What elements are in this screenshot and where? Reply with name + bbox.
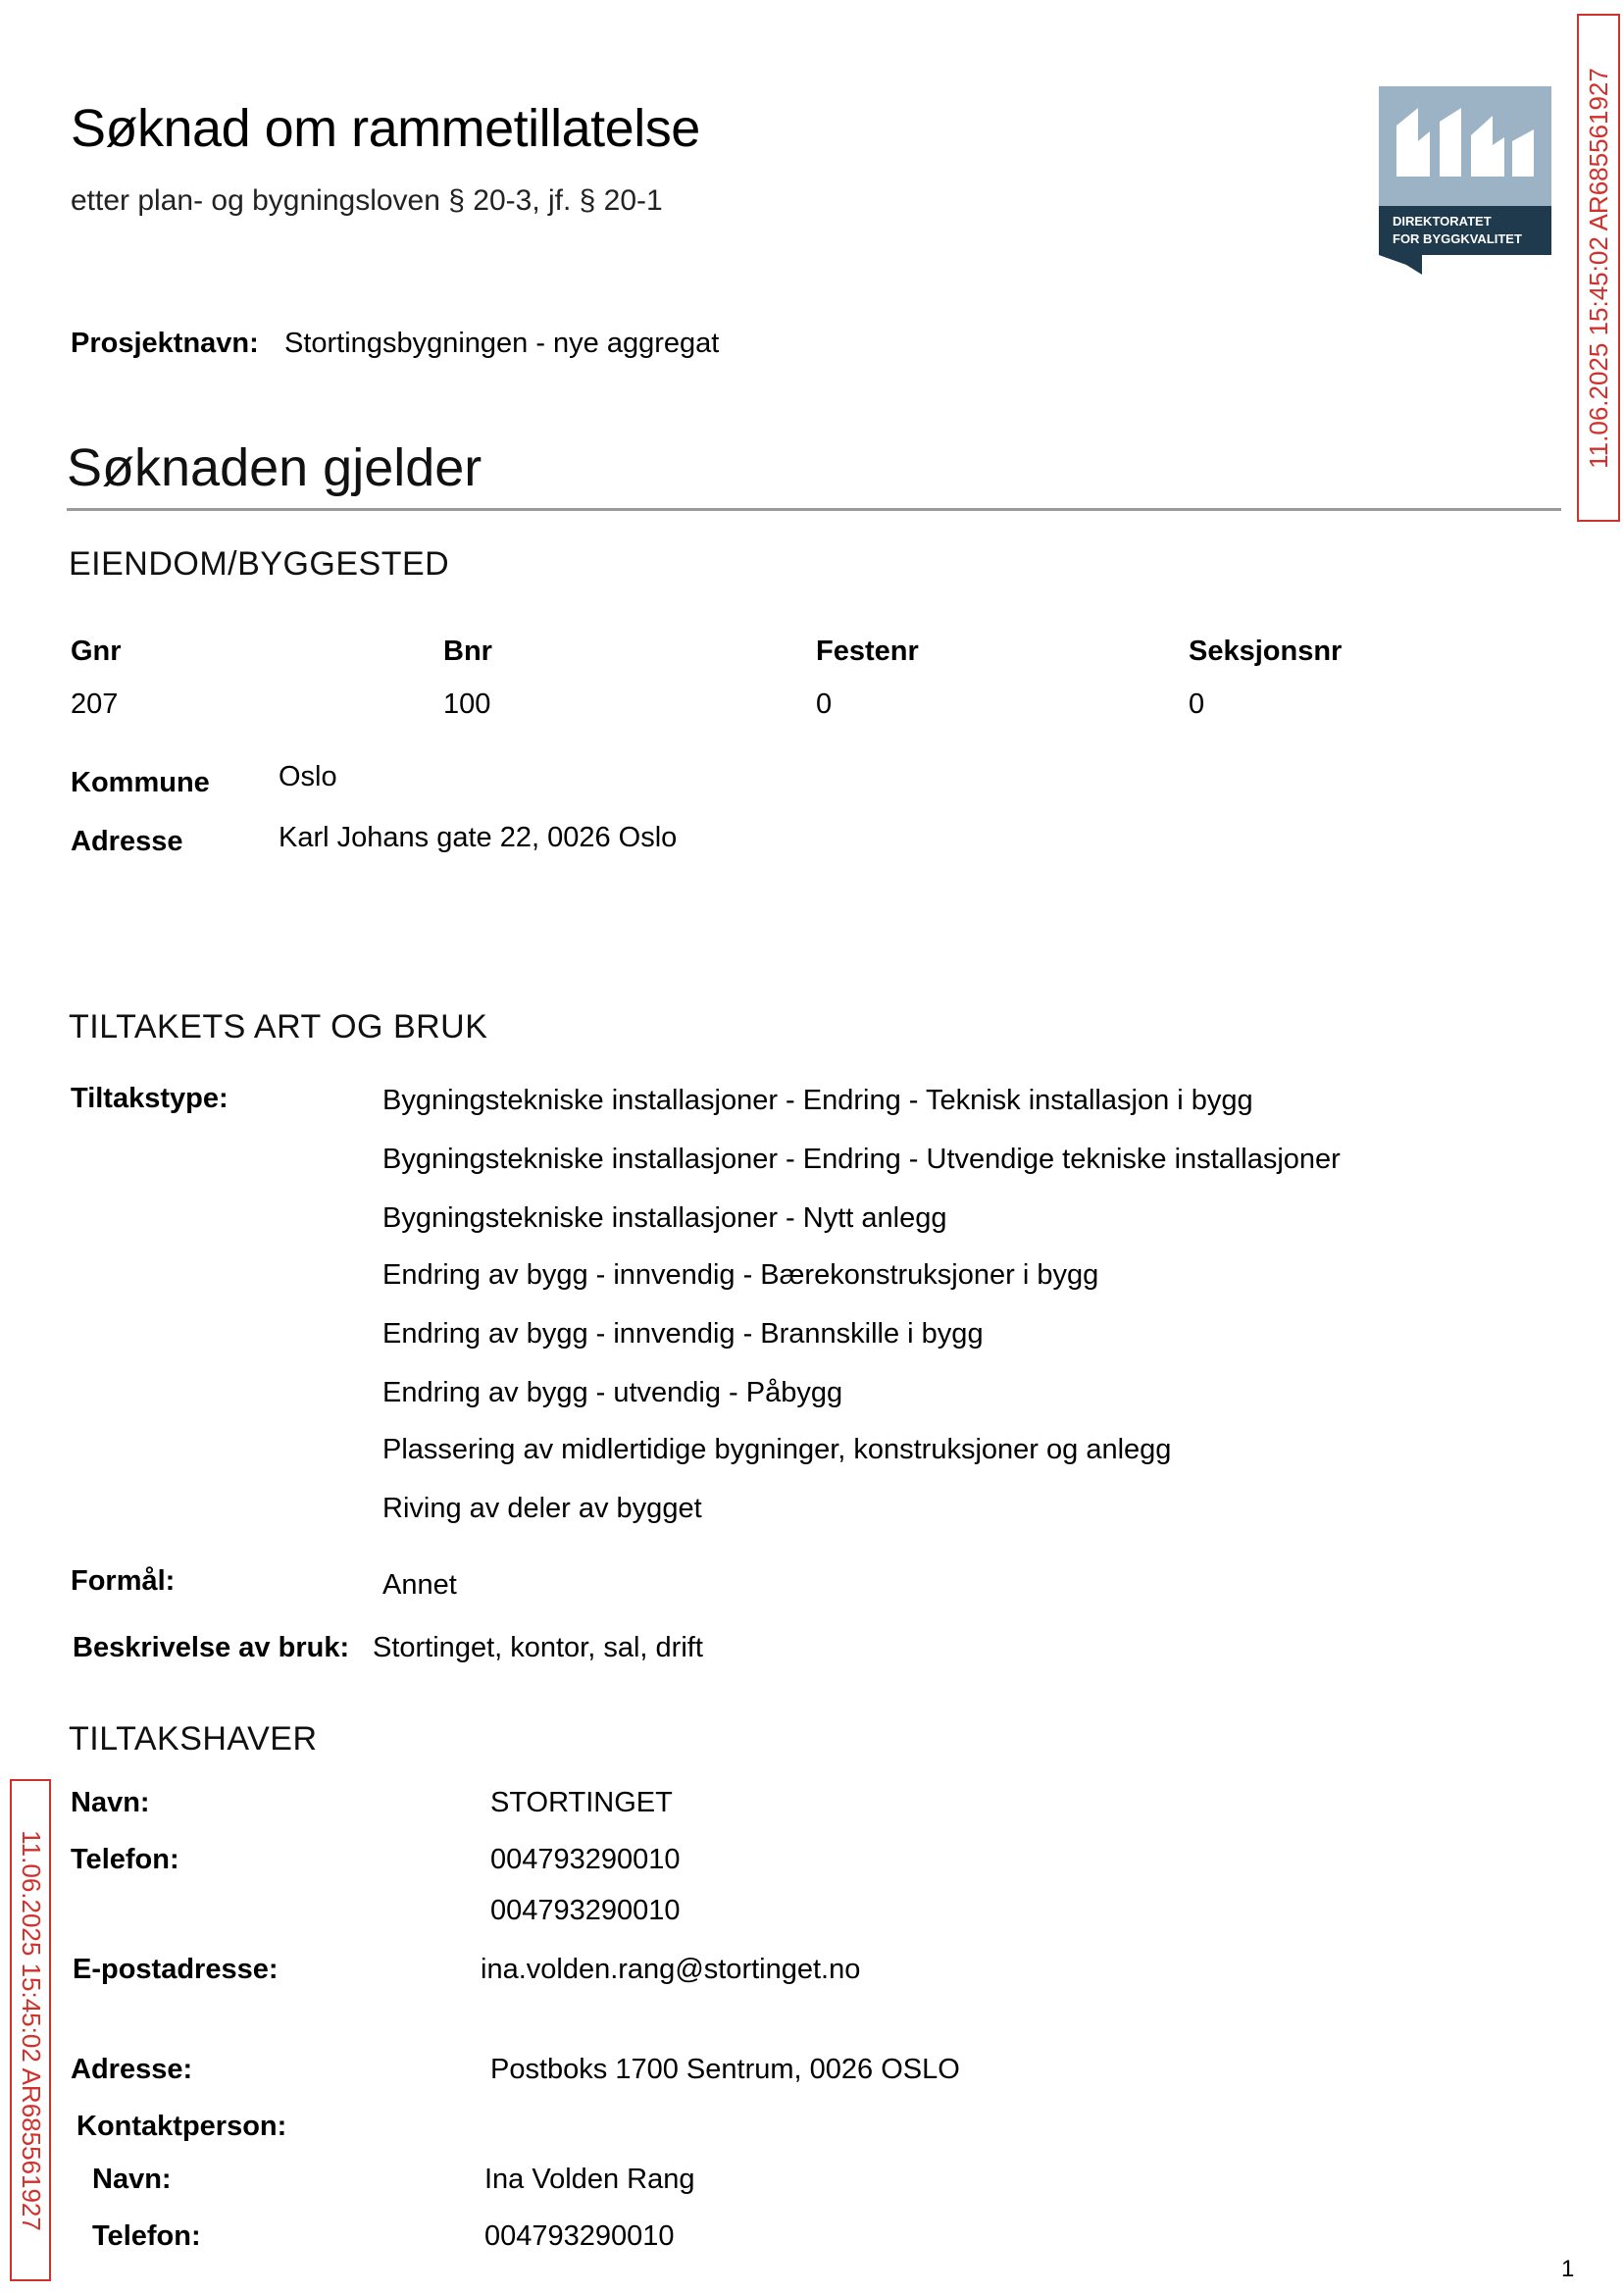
kontakt-telefon-value: 004793290010: [484, 2220, 675, 2252]
tiltakstype-label: Tiltakstype:: [71, 1083, 228, 1114]
tiltakstype-item: Endring av bygg - innvendig - Bærekonstruksjoner i bygg: [382, 1259, 1099, 1291]
document-subtitle: etter plan- og bygningsloven § 20-3, jf. § 20-1: [71, 184, 663, 217]
tiltakshaver-adresse-label: Adresse:: [71, 2054, 193, 2085]
tiltakshaver-telefon-value: 004793290010: [490, 1844, 681, 1875]
seksjonsnr-value: 0: [1189, 688, 1205, 720]
project-value: Stortingsbygningen - nye aggregat: [284, 328, 720, 359]
adresse-value: Karl Johans gate 22, 0026 Oslo: [279, 822, 678, 853]
tiltakstype-item: Riving av deler av bygget: [382, 1493, 702, 1524]
kontaktperson-label: Kontaktperson:: [76, 2111, 287, 2142]
page-number: 1: [1561, 2256, 1575, 2282]
kommune-label: Kommune: [71, 767, 210, 798]
festenr-label: Festenr: [816, 636, 919, 667]
logo-text-2: FOR BYGGKVALITET: [1393, 231, 1522, 246]
tiltakshaver-navn-label: Navn:: [71, 1787, 150, 1818]
tiltakstype-item: Endring av bygg - innvendig - Brannskille i bygg: [382, 1318, 984, 1350]
tiltakshaver-adresse-value: Postboks 1700 Sentrum, 0026 OSLO: [490, 2054, 960, 2085]
document-title: Søknad om rammetillatelse: [71, 99, 700, 158]
kontakt-navn-value: Ina Volden Rang: [484, 2164, 695, 2195]
logo-text-1: DIREKTORATET: [1393, 214, 1492, 229]
tiltakshaver-telefon-value: 004793290010: [490, 1895, 681, 1926]
tiltakstype-item: Bygningstekniske installasjoner - Nytt anlegg: [382, 1202, 947, 1234]
adresse-label: Adresse: [71, 826, 183, 857]
gnr-value: 207: [71, 688, 119, 720]
project-label: Prosjektnavn:: [71, 328, 259, 359]
formal-label: Formål:: [71, 1565, 176, 1597]
gnr-label: Gnr: [71, 636, 122, 667]
tiltak-heading: TILTAKETS ART OG BRUK: [69, 1008, 488, 1045]
tiltakstype-item: Endring av bygg - utvendig - Påbygg: [382, 1377, 843, 1408]
kommune-value: Oslo: [279, 761, 337, 792]
tiltakstype-item: Plassering av midlertidige bygninger, konstruksjoner og anlegg: [382, 1434, 1172, 1465]
tiltakshaver-navn-value: STORTINGET: [490, 1787, 673, 1818]
timestamp-stamp-top: 11.06.2025 15:45:02 AR685561927: [1577, 14, 1620, 522]
seksjonsnr-label: Seksjonsnr: [1189, 636, 1343, 667]
tiltakshaver-telefon-label: Telefon:: [71, 1844, 179, 1875]
kontakt-telefon-label: Telefon:: [92, 2220, 201, 2252]
tiltakstype-item: Bygningstekniske installasjoner - Endring - Teknisk installasjon i bygg: [382, 1085, 1253, 1116]
bruk-label: Beskrivelse av bruk:: [73, 1632, 350, 1663]
epost-value: ina.volden.rang@stortinget.no: [481, 1954, 861, 1985]
tiltakshaver-heading: TILTAKSHAVER: [69, 1720, 318, 1758]
timestamp-stamp-left: 11.06.2025 15:45:02 AR685561927: [10, 1779, 51, 2281]
dibk-logo-icon: [1379, 86, 1551, 275]
section-divider: [67, 508, 1561, 511]
tiltakstype-item: Bygningstekniske installasjoner - Endring - Utvendige tekniske installasjoner: [382, 1144, 1341, 1175]
formal-value: Annet: [382, 1569, 457, 1601]
section-title: Søknaden gjelder: [67, 438, 482, 497]
bruk-value: Stortinget, kontor, sal, drift: [373, 1632, 703, 1663]
property-heading: EIENDOM/BYGGESTED: [69, 545, 450, 583]
bnr-value: 100: [443, 688, 491, 720]
epost-label: E-postadresse:: [73, 1954, 279, 1985]
festenr-value: 0: [816, 688, 833, 720]
bnr-label: Bnr: [443, 636, 492, 667]
kontakt-navn-label: Navn:: [92, 2164, 172, 2195]
